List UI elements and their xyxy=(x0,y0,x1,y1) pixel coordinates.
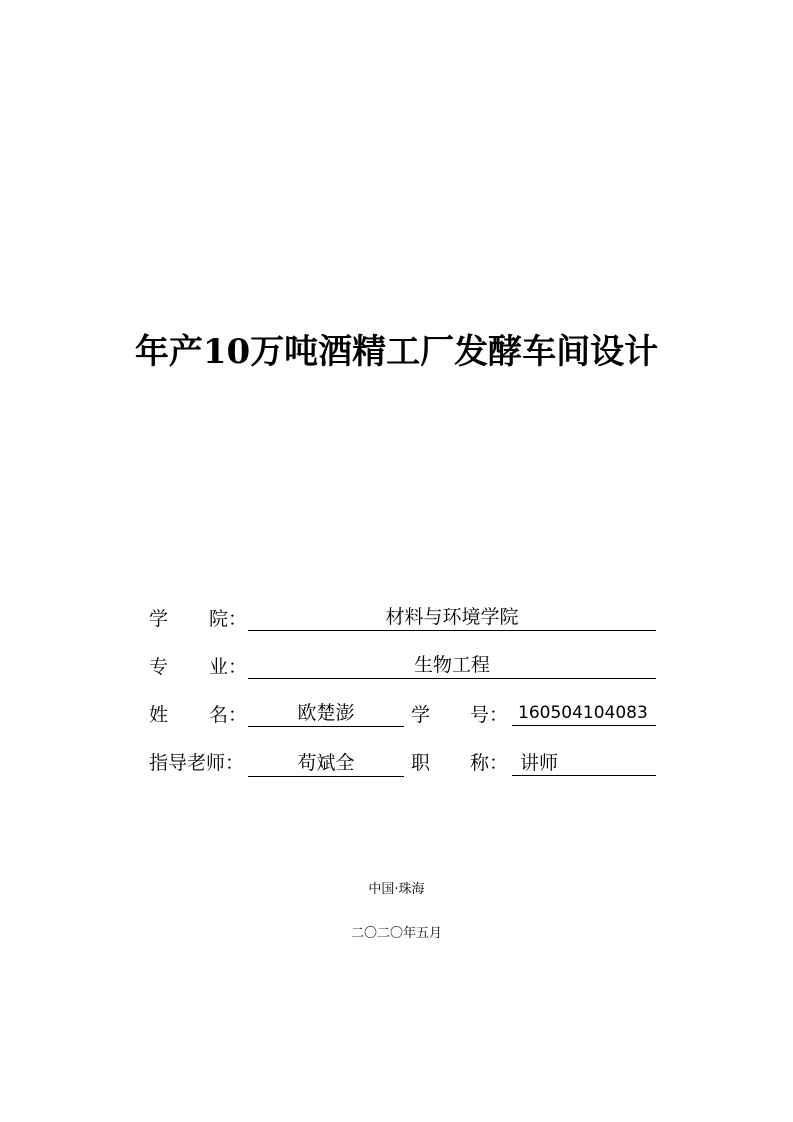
footer-place: 中国·珠海 xyxy=(368,882,425,897)
document-title: 年产10万吨酒精工厂发酵车间设计 xyxy=(134,332,659,372)
major-field: 生物工程 xyxy=(248,652,656,679)
college-label-1: 学 xyxy=(149,608,169,630)
major-label-1: 专 xyxy=(149,656,169,678)
name-label-1: 姓 xyxy=(149,704,169,726)
student-id-label-2: 号： xyxy=(470,704,509,726)
title-field: 讲师 xyxy=(512,750,656,776)
student-id-label-1: 学 xyxy=(411,704,431,726)
footer-date: 二〇二〇年五月 xyxy=(350,926,442,941)
advisor-label: 指导老师： xyxy=(149,752,245,774)
name-field: 欧楚澎 xyxy=(248,700,404,727)
student-id-field: 160504104083 xyxy=(512,700,656,726)
title-label-1: 职 xyxy=(411,752,431,774)
advisor-field: 苟斌全 xyxy=(248,750,404,777)
title-label-2: 称： xyxy=(470,752,509,774)
name-label-2: 名： xyxy=(209,704,248,726)
college-label-2: 院： xyxy=(209,608,248,630)
major-label-2: 业： xyxy=(209,656,248,678)
college-field: 材料与环境学院 xyxy=(248,604,656,631)
